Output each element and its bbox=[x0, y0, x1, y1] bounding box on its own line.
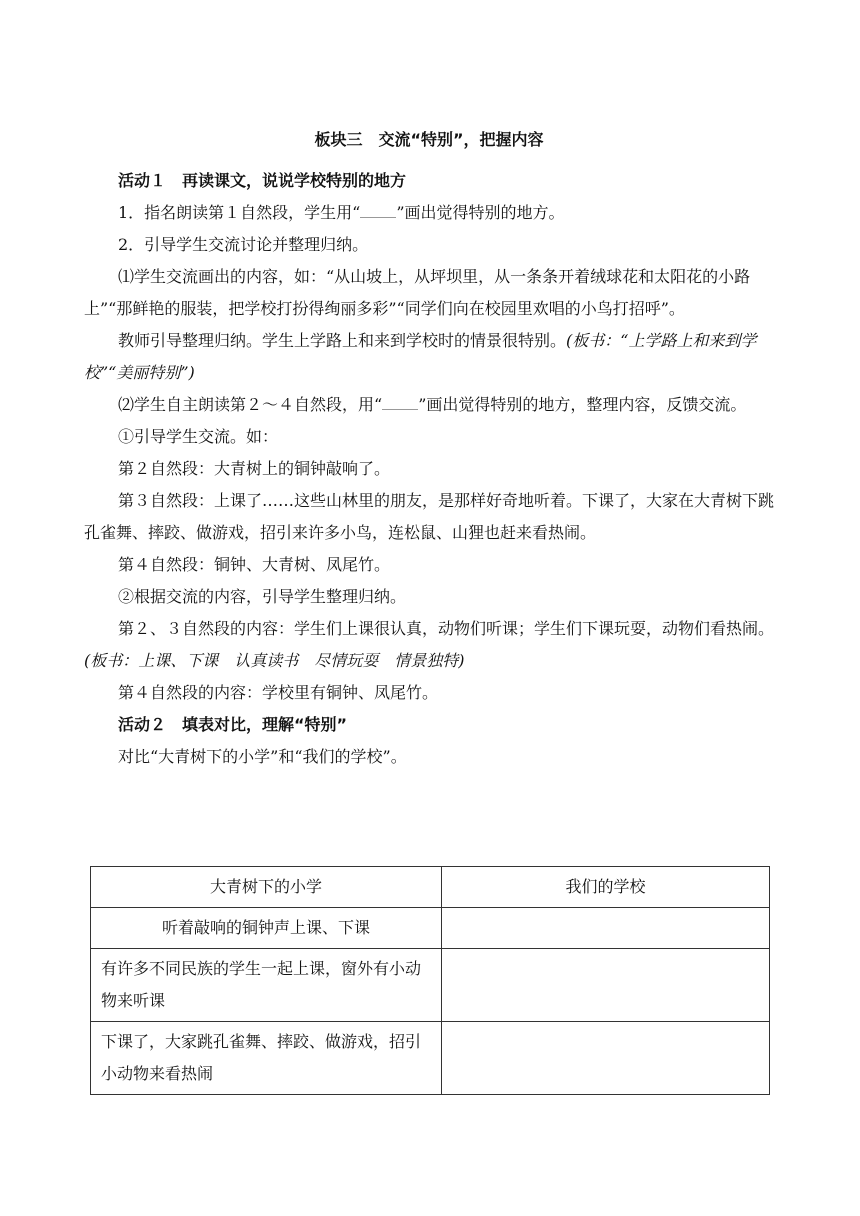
sub-item-1: ⑴学生交流画出的内容，如：“从山坡上，从坪坝里，从一条条开着绒球花和太阳花的小路上”“那鲜艳的服装，把学校打扮得绚丽多彩”“同学们向在校园里欢唱的小鸟打招呼”。 bbox=[84, 267, 751, 318]
sub-item-2-post: ”画出觉得特别的地方，整理内容，反馈交流。 bbox=[418, 395, 747, 414]
summary-2-text: 第２、３自然段的内容：学生们上课很认真，动物们听课；学生们下课玩耍，动物们看热闹。 bbox=[118, 619, 775, 638]
table-header-cell: 大青树下的小学 bbox=[91, 867, 442, 908]
section-title: 板块三 交流“特别”，把握内容 bbox=[314, 130, 544, 149]
summary-2 bbox=[84, 613, 774, 677]
summary-1-text: 教师引导整理归纳。学生上学路上和来到学校时的情景很特别。 bbox=[118, 331, 567, 350]
step-1-text-post: ”画出觉得特别的地方。 bbox=[396, 203, 565, 222]
table-row bbox=[91, 908, 770, 949]
table-cell: 有许多不同民族的学生一起上课，窗外有小动物来听课 bbox=[91, 949, 442, 1022]
table-cell: 听着敲响的铜钟声上课、下课 bbox=[91, 908, 442, 949]
activity2-intro: 对比“大青树下的小学”和“我们的学校”。 bbox=[118, 747, 407, 766]
sub-item-2 bbox=[84, 389, 774, 421]
summary-3: 第４自然段的内容：学校里有铜钟、凤尾竹。 bbox=[118, 683, 439, 702]
paragraph-3-note: 第３自然段：上课了……这些山林里的朋友，是那样好奇地听着。下课了，大家在大青树下跳孔雀舞、摔跤、做游戏，招引来许多小鸟，连松鼠、山狸也赶来看热闹。 bbox=[84, 491, 775, 542]
table-header-row bbox=[91, 867, 770, 908]
underline-blank bbox=[382, 397, 418, 410]
guide-2: ②根据交流的内容，引导学生整理归纳。 bbox=[118, 587, 407, 606]
document-body bbox=[84, 128, 774, 773]
paragraph-4-note: 第４自然段：铜钟、大青树、凤尾竹。 bbox=[118, 555, 391, 574]
step-2: 2．引导学生交流讨论并整理归纳。 bbox=[118, 235, 369, 254]
step-1 bbox=[84, 197, 774, 229]
sub-item-2-pre: ⑵学生自主朗读第２～４自然段，用“ bbox=[118, 395, 383, 414]
table-row bbox=[91, 949, 770, 1022]
step-1-text-pre: 1．指名朗读第１自然段，学生用“ bbox=[118, 203, 361, 222]
paragraph-2-note: 第２自然段：大青树上的铜钟敲响了。 bbox=[118, 459, 391, 478]
table-row bbox=[91, 1022, 770, 1095]
summary-1 bbox=[84, 325, 774, 389]
table-cell-empty bbox=[442, 1022, 770, 1095]
board-note-2: (板书：上课、下课 认真读书 尽情玩耍 情景独特) bbox=[84, 651, 465, 670]
table-cell-empty bbox=[442, 908, 770, 949]
table-cell-empty bbox=[442, 949, 770, 1022]
table-header-cell: 我们的学校 bbox=[442, 867, 770, 908]
activity1-heading: 活动１ 再读课文，说说学校特别的地方 bbox=[118, 171, 407, 190]
guide-1: ①引导学生交流。如： bbox=[118, 427, 279, 446]
activity2-heading: 活动２ 填表对比，理解“特别” bbox=[118, 715, 348, 734]
table-cell: 下课了，大家跳孔雀舞、摔跤、做游戏，招引小动物来看热闹 bbox=[91, 1022, 442, 1095]
comparison-table bbox=[90, 866, 770, 1095]
board-note-1: (板书：“上学路上和来到学校”“美丽特别”) bbox=[84, 331, 757, 382]
underline-blank bbox=[360, 205, 396, 218]
